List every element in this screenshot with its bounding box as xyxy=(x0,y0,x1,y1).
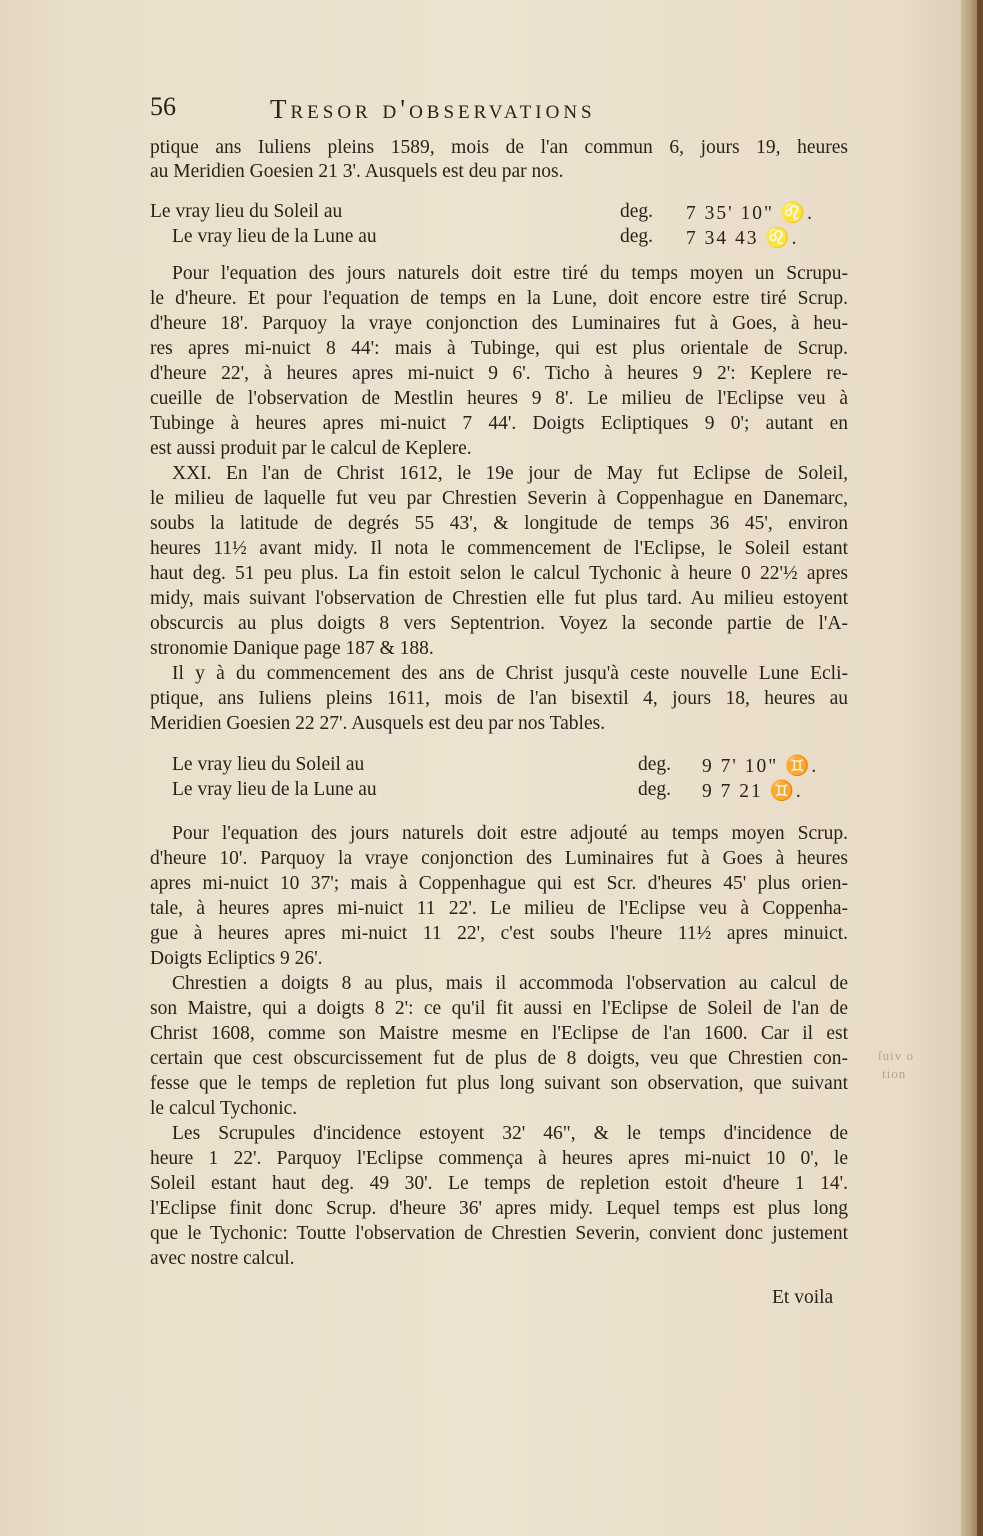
paragraph-line: d'heure 22', à heures apres mi-nuict 9 6'. Ticho à heures 9 2': Keplere re- xyxy=(150,363,848,384)
paragraph-line: Soleil estant haut deg. 49 30'. Le temps de repletion estoit d'heure 1 14'. xyxy=(150,1173,848,1194)
paragraph-line: d'heure 18'. Parquoy la vraye conjonction des Luminaires fut à Goes, à heu- xyxy=(150,313,848,334)
paragraph-line: soubs la latitude de degrés 55 43', & longitude de temps 36 45', environ xyxy=(150,513,848,534)
table-label: Le vray lieu du Soleil au xyxy=(150,201,343,222)
binding-edge xyxy=(977,0,983,1536)
paragraph-line: Chrestien a doigts 8 au plus, mais il accommoda l'observation au calcul de xyxy=(172,973,848,994)
table-label: Le vray lieu de la Lune au xyxy=(172,779,377,800)
paragraph-line: d'heure 10'. Parquoy la vraye conjonction des Luminaires fut à Goes à heures xyxy=(150,848,848,869)
paragraph-line: Christ 1608, comme son Maistre mesme en l'Eclipse de l'an 1600. Car il est xyxy=(150,1023,848,1044)
paragraph-line: Pour l'equation des jours naturels doit estre adjouté au temps moyen Scrup. xyxy=(172,823,848,844)
paragraph-line: Doigts Ecliptics 9 26'. xyxy=(150,948,323,969)
paragraph-line: gue à heures apres mi-nuict 11 22', c'est soubs l'heure 11½ apres minuict. xyxy=(150,923,848,944)
table-value: 9 7' 10" ♊. xyxy=(702,756,819,777)
running-title: Tresor d'observations xyxy=(270,94,596,124)
paragraph-line: res apres mi-nuict 8 44': mais à Tubinge, qui est plus orientale de Scrup. xyxy=(150,338,848,359)
paragraph-line: Tubinge à heures apres mi-nuict 7 44'. Doigts Ecliptiques 9 0'; autant en xyxy=(150,413,848,434)
table-unit: deg. xyxy=(620,201,654,222)
paragraph-line: Pour l'equation des jours naturels doit estre tiré du temps moyen un Scrupu- xyxy=(172,263,848,284)
paragraph-line: obscurcis au plus doigts 8 vers Septentrion. Voyez la seconde partie de l'A- xyxy=(150,613,848,634)
paragraph-line: fesse que le temps de repletion fut plus long suivant son observation, que suivant xyxy=(150,1073,848,1094)
paragraph-line: stronomie Danique page 187 & 188. xyxy=(150,638,434,659)
paragraph-line: midy, mais suivant l'observation de Chrestien elle fut plus tard. Au milieu estoyent xyxy=(150,588,848,609)
paragraph-line: au Meridien Goesien 21 3'. Ausquels est deu par nos. xyxy=(150,161,564,182)
table-unit: deg. xyxy=(620,226,654,247)
paragraph-line: le d'heure. Et pour l'equation de temps en la Lune, doit encore estre tiré Scrup. xyxy=(150,288,848,309)
table-value: 9 7 21 ♊. xyxy=(702,781,803,802)
margin-note: tion xyxy=(882,1066,907,1081)
table-label: Le vray lieu de la Lune au xyxy=(172,226,377,247)
catchword: Et voila xyxy=(772,1287,834,1308)
table-unit: deg. xyxy=(638,779,672,800)
paragraph-line: Il y à du commencement des ans de Christ jusqu'à ceste nouvelle Lune Ecli- xyxy=(172,663,848,684)
paragraph-line: cueille de l'observation de Mestlin heures 9 8'. Le milieu de l'Eclipse veu à xyxy=(150,388,848,409)
paragraph-line: tale, à heures apres mi-nuict 11 22'. Le milieu de l'Eclipse veu à Coppenha- xyxy=(150,898,848,919)
paragraph-line: Meridien Goesien 22 27'. Ausquels est deu par nos Tables. xyxy=(150,713,606,734)
paragraph-line: avec nostre calcul. xyxy=(150,1248,295,1269)
paragraph-line: son Maistre, qui a doigts 8 2': ce qu'il fit aussi en l'Eclipse de Soleil de l'an de xyxy=(150,998,848,1019)
paragraph-line: ptique, ans Iuliens pleins 1611, mois de l'an bisextil 4, jours 18, heures au xyxy=(150,688,848,709)
margin-note: ſuiv o xyxy=(878,1048,914,1063)
paragraph-line: heure 1 22'. Parquoy l'Eclipse commença à heures apres mi-nuict 10 0', le xyxy=(150,1148,848,1169)
paragraph-line: apres mi-nuict 10 37'; mais à Coppenhague qui est Scr. d'heures 45' plus orien- xyxy=(150,873,848,894)
table-value: 7 35' 10" ♌. xyxy=(686,203,815,224)
paragraph-line: l'Eclipse finit donc Scrup. d'heure 36' apres midy. Lequel temps est plus long xyxy=(150,1198,848,1219)
table-unit: deg. xyxy=(638,754,672,775)
paragraph-line: le milieu de laquelle fut veu par Chrestien Severin à Coppenhague en Danemarc, xyxy=(150,488,848,509)
paragraph-line: certain que cest obscurcissement fut de plus de 8 doigts, veu que Chrestien con- xyxy=(150,1048,848,1069)
paragraph-line: ptique ans Iuliens pleins 1589, mois de l'an commun 6, jours 19, heures xyxy=(150,137,848,158)
table-value: 7 34 43 ♌. xyxy=(686,228,799,249)
paragraph-line: heures 11½ avant midy. Il nota le commencement de l'Eclipse, le Soleil estant xyxy=(150,538,848,559)
paragraph-line: haut deg. 51 peu plus. La fin estoit selon le calcul Tychonic à heure 0 22'½ apres xyxy=(150,563,848,584)
paragraph-line: le calcul Tychonic. xyxy=(150,1098,298,1119)
page-number: 56 xyxy=(150,92,176,121)
paragraph-line: Les Scrupules d'incidence estoyent 32' 46", & le temps d'incidence de xyxy=(172,1123,848,1144)
paragraph-line: que le Tychonic: Toutte l'observation de Chrestien Severin, convient donc justement xyxy=(150,1223,848,1244)
table-label: Le vray lieu du Soleil au xyxy=(172,754,365,775)
paragraph-line: est aussi produit par le calcul de Keplere. xyxy=(150,438,472,459)
paragraph-line: XXI. En l'an de Christ 1612, le 19e jour de May fut Eclipse de Soleil, xyxy=(172,463,848,484)
